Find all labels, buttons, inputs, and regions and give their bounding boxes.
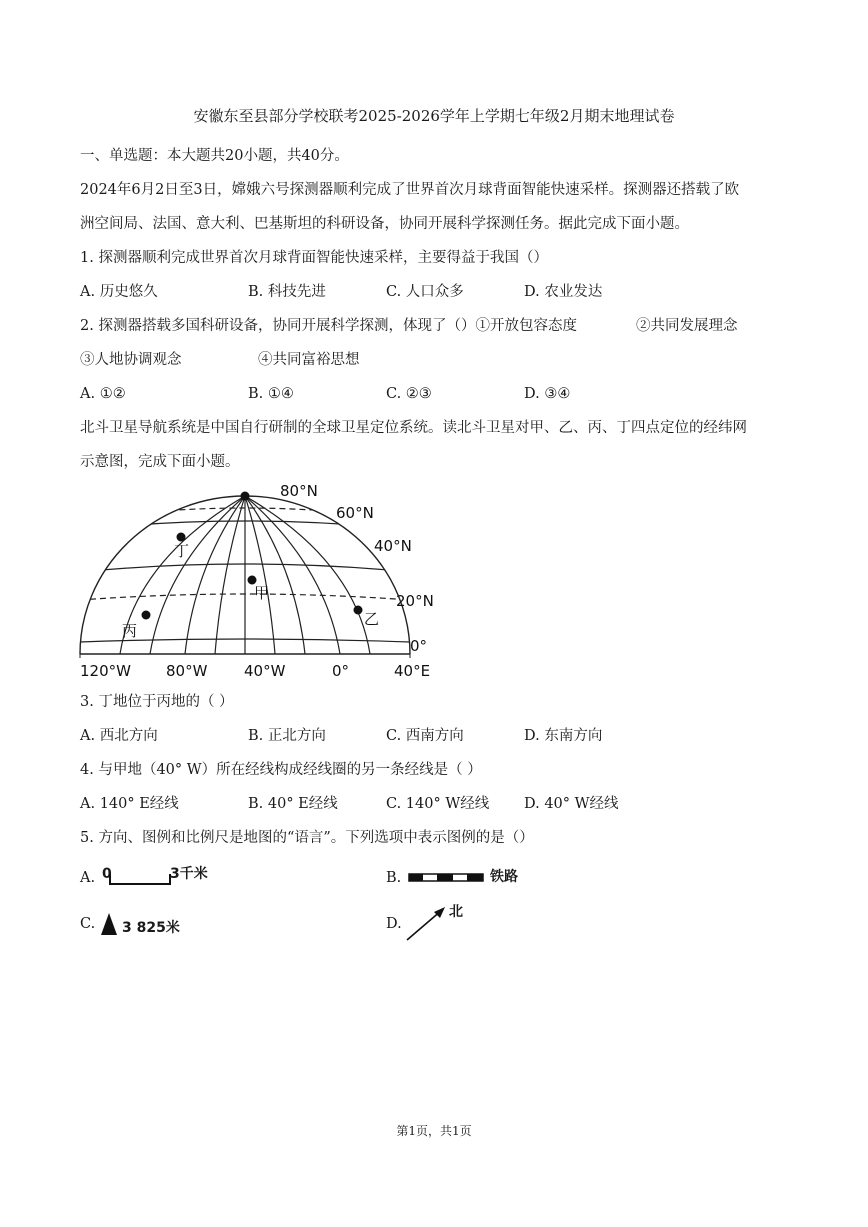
point-label-bing: 丙 xyxy=(122,622,138,640)
q5-option-c-text: 3 825米 xyxy=(122,920,180,936)
q2-stem-tail: ②共同发展理念 xyxy=(636,318,738,334)
q2-option-b: B. ①④ xyxy=(248,386,294,402)
passage2-line2: 示意图，完成下面小题。 xyxy=(80,454,240,470)
lon-label-40w: 40°W xyxy=(244,662,286,680)
point-pole xyxy=(241,492,250,501)
point-yi xyxy=(354,606,363,615)
meridian-line xyxy=(245,496,305,654)
q2-option-d: D. ③④ xyxy=(524,386,571,402)
q3-option-d: D. 东南方向 xyxy=(524,728,603,744)
graticule-map xyxy=(60,478,460,684)
page-title: 安徽东至县部分学校联考2025-2026学年上学期七年级2月期末地理试卷 xyxy=(193,107,675,125)
lat-label-40: 40°N xyxy=(374,537,412,555)
meridian-line xyxy=(245,496,340,654)
lat-label-0: 0° xyxy=(410,637,428,655)
q5-stem: 5. 方向、图例和比例尺是地图的“语言”。下列选项中表示图例的是（） xyxy=(80,830,534,846)
lat-label-80: 80°N xyxy=(280,482,318,500)
meridian-line xyxy=(185,496,245,654)
point-label-yi: 乙 xyxy=(364,610,380,628)
q5-option-c-label: C. xyxy=(80,916,96,932)
q4-option-c: C. 140° W经线 xyxy=(386,796,490,812)
point-label-jia: 甲 xyxy=(254,584,270,602)
q2-stem-item4: ④共同富裕思想 xyxy=(258,352,360,368)
q5-option-d-label: D. xyxy=(386,916,402,932)
q5-option-b-text: 铁路 xyxy=(490,869,518,885)
q2-option-c: C. ②③ xyxy=(386,386,432,402)
q1-option-d: D. 农业发达 xyxy=(524,284,603,300)
north-arrow-icon xyxy=(404,904,448,944)
point-ding xyxy=(177,533,186,542)
point-bing xyxy=(142,611,151,620)
lon-label-40e: 40°E xyxy=(394,662,431,680)
q5-option-b-label: B. xyxy=(386,870,402,886)
passage1-line1: 2024年6月2日至3日，嫦娥六号探测器顺利完成了世界首次月球背面智能快速采样。探测器还搭载了欧 xyxy=(80,182,740,198)
page-footer: 第1页，共1页 xyxy=(396,1124,472,1138)
q5-option-a-label: A. xyxy=(80,870,96,886)
q3-stem: 3. 丁地位于丙地的（ ） xyxy=(80,694,234,710)
railway-symbol-icon xyxy=(408,872,484,884)
q2-option-a: A. ①② xyxy=(80,386,126,402)
q3-option-c: C. 西南方向 xyxy=(386,728,464,744)
q1-stem: 1. 探测器顺利完成世界首次月球背面智能快速采样，主要得益于我国（） xyxy=(80,250,548,266)
point-label-ding: 丁 xyxy=(174,542,190,560)
peak-triangle-icon xyxy=(100,912,118,936)
lon-label-0: 0° xyxy=(332,662,350,680)
q2-stem-item3: ③人地协调观念 xyxy=(80,352,182,368)
scale-bar-icon xyxy=(108,870,174,888)
q1-option-c: C. 人口众多 xyxy=(386,284,464,300)
passage1-line2: 洲空间局、法国、意大利、巴基斯坦的科研设备，协同开展科学探测任务。据此完成下面小题。 xyxy=(80,216,689,232)
q4-option-a: A. 140° E经线 xyxy=(80,796,179,812)
q5-option-d-text: 北 xyxy=(449,904,463,920)
lon-label-120w: 120°W xyxy=(80,662,131,680)
meridian-line xyxy=(150,496,245,654)
q3-option-b: B. 正北方向 xyxy=(248,728,326,744)
q1-option-b: B. 科技先进 xyxy=(248,284,326,300)
section-heading: 一、单选题：本大题共20小题，共40分。 xyxy=(80,148,349,164)
q4-stem: 4. 与甲地（40° W）所在经线构成经线圈的另一条经线是（ ） xyxy=(80,762,482,778)
q5-option-a-scale: 3千米 xyxy=(170,866,208,882)
q2-stem: 2. 探测器搭载多国科研设备，协同开展科学探测，体现了（）①开放包容态度 xyxy=(80,318,577,334)
q5-option-a-zero: 0 xyxy=(102,866,112,882)
q3-option-a: A. 西北方向 xyxy=(80,728,158,744)
q4-option-d: D. 40° W经线 xyxy=(524,796,619,812)
lon-label-80w: 80°W xyxy=(166,662,208,680)
meridian-line xyxy=(120,496,245,654)
q1-option-a: A. 历史悠久 xyxy=(80,284,158,300)
lat-label-20: 20°N xyxy=(396,592,434,610)
q4-option-b: B. 40° E经线 xyxy=(248,796,338,812)
lat-label-60: 60°N xyxy=(336,504,374,522)
passage2-line1: 北斗卫星导航系统是中国自行研制的全球卫星定位系统。读北斗卫星对甲、乙、丙、丁四点定位的经纬网 xyxy=(80,420,747,436)
